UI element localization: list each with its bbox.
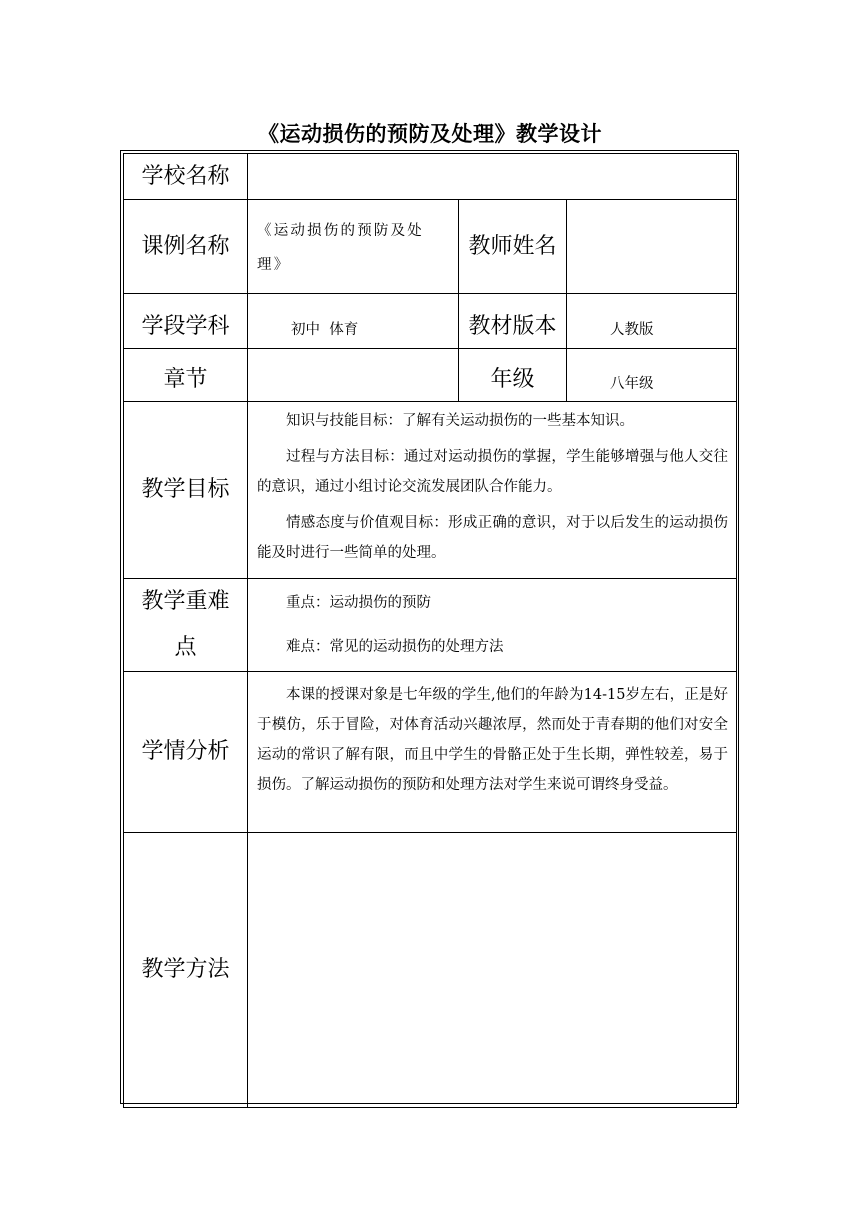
methods-label: 教学方法 xyxy=(124,833,248,1108)
row-chapter xyxy=(124,349,737,402)
chapter-value xyxy=(248,349,459,402)
row-lesson xyxy=(124,200,737,294)
chapter-label: 章节 xyxy=(124,349,248,402)
document-title: 《运动损伤的预防及处理》教学设计 xyxy=(258,122,602,146)
row-school xyxy=(124,154,737,200)
school-name-value xyxy=(248,154,737,200)
objective-attitude: 情感态度与价值观目标：形成正确的意识，对于以后发生的运动损伤能及时进行一些简单的处理。 xyxy=(257,515,729,561)
edition-value: 人教版 xyxy=(567,294,737,349)
keypoints-content xyxy=(248,579,737,672)
teacher-name-label: 教师姓名 xyxy=(459,200,567,294)
grade-value: 八年级 xyxy=(567,349,737,402)
difficulty-point: 难点：常见的运动损伤的处理方法 xyxy=(286,639,504,655)
grade-label: 年级 xyxy=(459,349,567,402)
methods-value xyxy=(248,833,737,1108)
stage-subject-label: 学段学科 xyxy=(124,294,248,349)
objectives-content xyxy=(248,402,737,579)
lesson-name-line2: 理》 xyxy=(257,257,291,273)
row-stage xyxy=(124,294,737,349)
analysis-label: 学情分析 xyxy=(124,672,248,833)
objective-knowledge: 知识与技能目标：了解有关运动损伤的一些基本知识。 xyxy=(286,413,634,429)
row-objectives xyxy=(124,402,737,579)
school-name-label: 学校名称 xyxy=(124,154,248,200)
row-analysis xyxy=(124,672,737,833)
keypoints-label-line1: 教学重难 xyxy=(141,589,230,614)
analysis-content xyxy=(248,672,737,833)
edition-label: 教材版本 xyxy=(459,294,567,349)
lesson-name-value xyxy=(248,200,459,294)
row-keypoints xyxy=(124,579,737,672)
lesson-name-line1: 《运动损伤的预防及处 xyxy=(257,223,424,239)
teacher-name-value xyxy=(567,200,737,294)
keypoints-label-line2: 点 xyxy=(174,635,197,660)
lesson-name-label: 课例名称 xyxy=(124,200,248,294)
keypoints-label xyxy=(124,579,248,672)
lesson-design-table xyxy=(123,153,737,1108)
analysis-text: 本课的授课对象是七年级的学生,他们的年龄为14-15岁左右，正是好于模仿，乐于冒险，对体育活动兴趣浓厚，然而处于青春期的他们对安全运动的常识了解有限，而且中学生的骨骼正处于生长期，弹性较差，易于损伤。了解运动损伤的预防和处理方法对学生来说可谓终身受益。 xyxy=(257,687,729,793)
objective-process: 过程与方法目标：通过对运动损伤的掌握，学生能够增强与他人交往的意识，通过小组讨论交流发展团队合作能力。 xyxy=(257,449,729,495)
stage-subject-value: 初中 体育 xyxy=(248,294,459,349)
objectives-label: 教学目标 xyxy=(124,402,248,579)
row-methods xyxy=(124,833,737,1108)
focus-point: 重点：运动损伤的预防 xyxy=(286,595,431,611)
